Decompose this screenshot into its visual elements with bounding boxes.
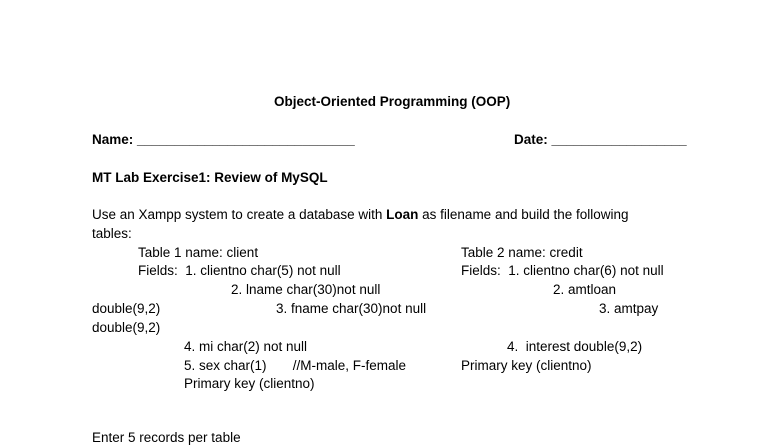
table2-primary-key: Primary key (clientno) [461,358,592,373]
table2-field-4: 4. interest double(9,2) [507,339,643,354]
table2-field-2: 2. amtloan [553,282,617,297]
exercise-title: MT Lab Exercise1: Review of MySQL [92,170,328,185]
intro-prefix: Use an Xampp system to create a database with [92,207,387,222]
table1-field-5: 5. sex char(1) //M-male, F-female [184,358,407,373]
table1-field-1: Fields: 1. clientno char(5) not null [138,263,341,278]
table1-primary-key: Primary key (clientno) [184,376,315,391]
wrapped-double-1: double(9,2) [92,301,161,316]
table2-field-1: Fields: 1. clientno char(6) not null [461,263,664,278]
name-field-label: Name: _____________________________ [92,132,355,147]
intro-paragraph [92,206,629,224]
table1-field-3: 3. fname char(30)not null [276,301,427,316]
table1-field-2: 2. lname char(30)not null [231,282,381,297]
intro-line2: tables: [92,226,132,241]
table2-name: Table 2 name: credit [461,245,583,260]
table1-field-4: 4. mi char(2) not null [184,339,308,354]
intro-suffix: as filename and build the following [418,207,629,222]
footer-instruction: Enter 5 records per table [92,430,241,445]
table2-field-3: 3. amtpay [599,301,659,316]
document-title: Object-Oriented Programming (OOP) [274,94,511,109]
wrapped-double-2: double(9,2) [92,320,161,335]
intro-filename: Loan [386,207,419,222]
table1-name: Table 1 name: client [138,245,259,260]
date-field-label: Date: __________________ [514,132,687,147]
